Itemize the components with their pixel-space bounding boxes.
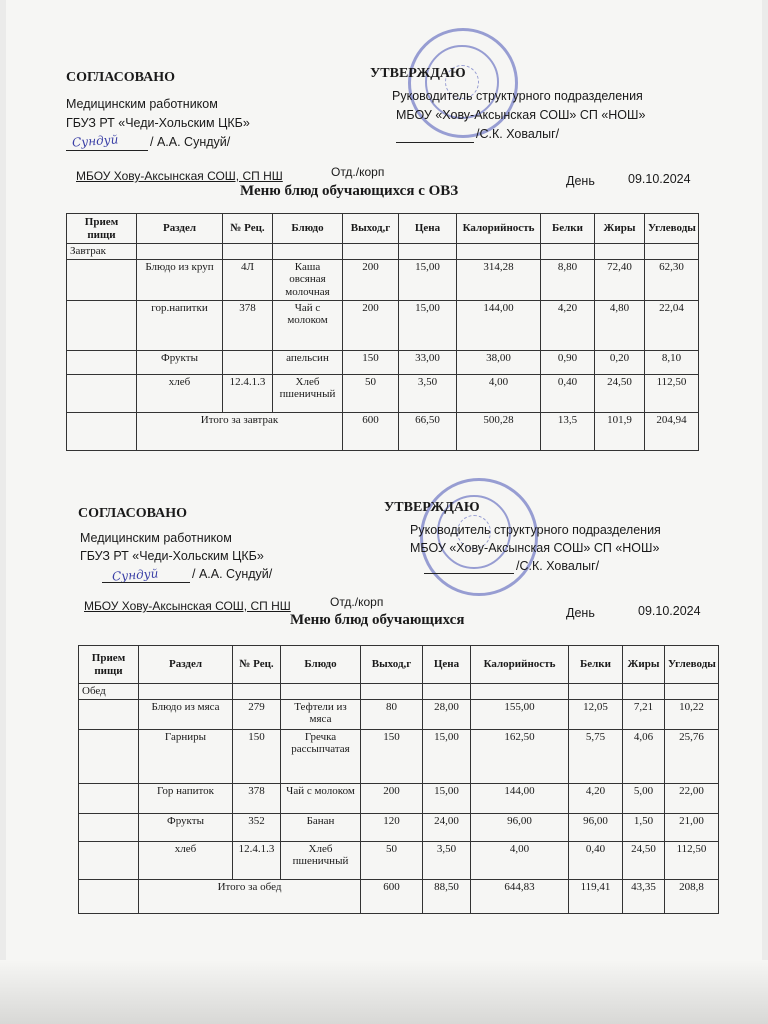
carbs-cell: 25,76	[665, 729, 719, 783]
dish-cell: апельсин	[273, 350, 343, 374]
med-name: / А.А. Сундуй/	[192, 567, 273, 581]
total-price: 66,50	[399, 412, 457, 450]
menu-title: Меню блюд обучающихся	[290, 612, 465, 628]
header-cell: Прием пищи	[67, 214, 137, 244]
header-cell: № Рец.	[223, 214, 273, 244]
head-org: МБОУ «Хову-Аксынская СОШ» СП «НОШ»	[410, 541, 660, 555]
header-cell: Раздел	[137, 214, 223, 244]
signature-line	[424, 573, 514, 574]
menu-title: Меню блюд обучающихся с ОВЗ	[240, 183, 459, 199]
dish-cell: Гречка рассыпчатая	[281, 729, 361, 783]
head-name: /С.К. Ховалыг/	[516, 559, 600, 573]
total-carbs: 204,94	[645, 412, 699, 450]
protein-cell: 96,00	[569, 813, 623, 841]
recipe-cell: 378	[233, 783, 281, 813]
carbs-cell: 8,10	[645, 350, 699, 374]
header-cell: Калорийность	[457, 214, 541, 244]
calories-cell: 155,00	[471, 699, 569, 729]
header-cell: Белки	[541, 214, 595, 244]
total-label: Итого за обед	[139, 879, 361, 913]
med-role: Медицинским работником	[66, 97, 218, 111]
calories-cell: 144,00	[471, 783, 569, 813]
header-cell: Углеводы	[645, 214, 699, 244]
med-role: Медицинским работником	[80, 531, 232, 545]
section-cell: Блюдо из круп	[137, 259, 223, 300]
approve-heading: УТВЕРЖДАЮ	[370, 66, 466, 81]
header-cell: Цена	[423, 646, 471, 684]
fat-cell: 1,50	[623, 813, 665, 841]
agreed-heading: СОГЛАСОВАНО	[66, 70, 175, 85]
section-cell: гор.напитки	[137, 300, 223, 350]
header-cell: Выход,г	[361, 646, 423, 684]
recipe-cell: 12.4.1.3	[223, 374, 273, 412]
protein-cell: 5,75	[569, 729, 623, 783]
meal-row	[67, 244, 699, 260]
med-org: ГБУЗ РТ «Чеди-Хольским ЦКБ»	[80, 549, 264, 563]
price-cell: 15,00	[423, 783, 471, 813]
head-role: Руководитель структурного подразделения	[392, 89, 643, 103]
price-cell: 15,00	[399, 259, 457, 300]
department-label: Отд./корп	[331, 165, 385, 179]
fat-cell: 72,40	[595, 259, 645, 300]
header-cell: Прием пищи	[79, 646, 139, 684]
table-row	[67, 350, 699, 374]
price-cell: 24,00	[423, 813, 471, 841]
weight-cell: 200	[361, 783, 423, 813]
price-cell: 3,50	[423, 841, 471, 879]
calories-cell: 96,00	[471, 813, 569, 841]
fat-cell: 24,50	[595, 374, 645, 412]
header-cell: Блюдо	[281, 646, 361, 684]
calories-cell: 144,00	[457, 300, 541, 350]
protein-cell: 12,05	[569, 699, 623, 729]
recipe-cell: 279	[233, 699, 281, 729]
protein-cell: 4,20	[541, 300, 595, 350]
med-name: / А.А. Сундуй/	[150, 135, 231, 149]
med-signature: Сундуй	[111, 566, 159, 584]
protein-cell: 0,40	[569, 841, 623, 879]
dish-cell: Хлеб пшеничный	[273, 374, 343, 412]
protein-cell: 0,90	[541, 350, 595, 374]
recipe-cell: 150	[233, 729, 281, 783]
carbs-cell: 112,50	[645, 374, 699, 412]
weight-cell: 80	[361, 699, 423, 729]
protein-cell: 0,40	[541, 374, 595, 412]
header-cell: Жиры	[595, 214, 645, 244]
fat-cell: 5,00	[623, 783, 665, 813]
lunch-table	[78, 645, 719, 914]
menu-date: 09.10.2024	[628, 172, 691, 186]
section-cell: Фрукты	[139, 813, 233, 841]
header-cell: Выход,г	[343, 214, 399, 244]
dish-cell: Тефтели из мяса	[281, 699, 361, 729]
header-cell: Калорийность	[471, 646, 569, 684]
fat-cell: 4,80	[595, 300, 645, 350]
price-cell: 15,00	[423, 729, 471, 783]
table-row	[79, 813, 719, 841]
weight-cell: 200	[343, 259, 399, 300]
desk-shadow	[0, 960, 768, 1024]
recipe-cell: 352	[233, 813, 281, 841]
meal-name: Завтрак	[67, 244, 137, 260]
dish-cell: Чай с молоком	[281, 783, 361, 813]
carbs-cell: 10,22	[665, 699, 719, 729]
total-label: Итого за завтрак	[137, 412, 343, 450]
header-cell: Белки	[569, 646, 623, 684]
recipe-cell: 12.4.1.3	[233, 841, 281, 879]
day-label: День	[566, 174, 595, 188]
carbs-cell: 62,30	[645, 259, 699, 300]
header-cell: № Рец.	[233, 646, 281, 684]
table-header-row	[67, 214, 699, 244]
total-fat: 101,9	[595, 412, 645, 450]
header-cell: Цена	[399, 214, 457, 244]
carbs-cell: 22,04	[645, 300, 699, 350]
total-carbs: 208,8	[665, 879, 719, 913]
calories-cell: 314,28	[457, 259, 541, 300]
total-weight: 600	[361, 879, 423, 913]
table-row	[67, 374, 699, 412]
breakfast-table	[66, 213, 699, 451]
head-org: МБОУ «Хову-Аксынская СОШ» СП «НОШ»	[396, 108, 646, 122]
section-cell: Блюдо из мяса	[139, 699, 233, 729]
weight-cell: 150	[343, 350, 399, 374]
fat-cell: 7,21	[623, 699, 665, 729]
carbs-cell: 22,00	[665, 783, 719, 813]
weight-cell: 120	[361, 813, 423, 841]
school-name: МБОУ Хову-Аксынская СОШ, СП НШ	[84, 599, 291, 613]
section-cell: Гор напиток	[139, 783, 233, 813]
weight-cell: 50	[343, 374, 399, 412]
total-protein: 119,41	[569, 879, 623, 913]
dish-cell: Каша овсяная молочная	[273, 259, 343, 300]
agreed-heading: СОГЛАСОВАНО	[78, 506, 187, 521]
table-row	[79, 729, 719, 783]
total-calories: 644,83	[471, 879, 569, 913]
meal-row	[79, 684, 719, 700]
table-row	[79, 699, 719, 729]
head-name: /С.К. Ховалыг/	[476, 127, 560, 141]
total-fat: 43,35	[623, 879, 665, 913]
dish-cell: Хлеб пшеничный	[281, 841, 361, 879]
fat-cell: 0,20	[595, 350, 645, 374]
section-cell: хлеб	[139, 841, 233, 879]
table-row	[67, 300, 699, 350]
table-row	[79, 783, 719, 813]
section-cell: Фрукты	[137, 350, 223, 374]
dish-cell: Банан	[281, 813, 361, 841]
header-cell: Блюдо	[273, 214, 343, 244]
head-role: Руководитель структурного подразделения	[410, 523, 661, 537]
day-label: День	[566, 606, 595, 620]
weight-cell: 150	[361, 729, 423, 783]
menu-date: 09.10.2024	[638, 604, 701, 618]
header-cell: Жиры	[623, 646, 665, 684]
total-price: 88,50	[423, 879, 471, 913]
calories-cell: 4,00	[457, 374, 541, 412]
recipe-cell	[223, 350, 273, 374]
carbs-cell: 112,50	[665, 841, 719, 879]
price-cell: 3,50	[399, 374, 457, 412]
calories-cell: 38,00	[457, 350, 541, 374]
fat-cell: 4,06	[623, 729, 665, 783]
weight-cell: 50	[361, 841, 423, 879]
school-name: МБОУ Хову-Аксынская СОШ, СП НШ	[76, 169, 283, 183]
recipe-cell: 378	[223, 300, 273, 350]
meal-name: Обед	[79, 684, 139, 700]
total-calories: 500,28	[457, 412, 541, 450]
dish-cell: Чай с молоком	[273, 300, 343, 350]
total-protein: 13,5	[541, 412, 595, 450]
signature-line	[66, 150, 148, 151]
recipe-cell: 4Л	[223, 259, 273, 300]
weight-cell: 200	[343, 300, 399, 350]
header-cell: Углеводы	[665, 646, 719, 684]
approve-heading: УТВЕРЖДАЮ	[384, 500, 480, 515]
protein-cell: 8,80	[541, 259, 595, 300]
signature-line	[102, 582, 190, 583]
price-cell: 28,00	[423, 699, 471, 729]
price-cell: 33,00	[399, 350, 457, 374]
fat-cell: 24,50	[623, 841, 665, 879]
med-org: ГБУЗ РТ «Чеди-Хольским ЦКБ»	[66, 116, 250, 130]
department-label: Отд./корп	[330, 595, 384, 609]
total-row	[67, 412, 699, 450]
total-row	[79, 879, 719, 913]
section-cell: хлеб	[137, 374, 223, 412]
price-cell: 15,00	[399, 300, 457, 350]
table-row	[67, 259, 699, 300]
protein-cell: 4,20	[569, 783, 623, 813]
table-row	[79, 841, 719, 879]
total-weight: 600	[343, 412, 399, 450]
calories-cell: 162,50	[471, 729, 569, 783]
table-header-row	[79, 646, 719, 684]
med-signature: Сундуй	[71, 132, 119, 150]
section-cell: Гарниры	[139, 729, 233, 783]
calories-cell: 4,00	[471, 841, 569, 879]
carbs-cell: 21,00	[665, 813, 719, 841]
signature-line	[396, 142, 474, 143]
header-cell: Раздел	[139, 646, 233, 684]
